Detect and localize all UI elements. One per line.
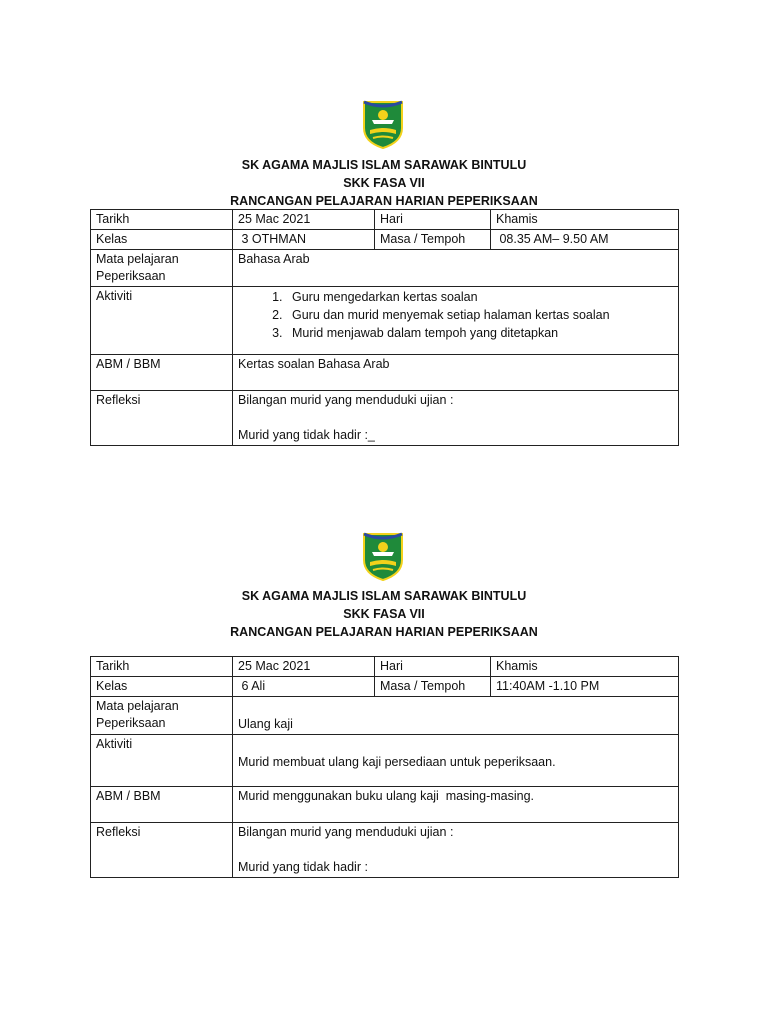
time-value: 11:40AM -1.10 PM — [491, 677, 679, 697]
row-reflection — [91, 823, 679, 878]
subject-label — [91, 250, 233, 287]
date-value: 25 Mac 2021 — [233, 657, 375, 677]
activity-list — [238, 288, 673, 342]
time-label: Masa / Tempoh — [375, 677, 491, 697]
plan-heading — [0, 587, 768, 641]
activity-value — [233, 735, 679, 787]
subject-value-text: Ulang kaji — [238, 717, 293, 731]
date-label: Tarikh — [91, 210, 233, 230]
plan-table — [90, 656, 679, 878]
activity-item: 1. Guru mengedarkan kertas soalan — [286, 288, 673, 306]
subject-label — [91, 697, 233, 735]
row-activity — [91, 735, 679, 787]
activity-item: 2. Guru dan murid menyemak setiap halaman kertas soalan — [286, 306, 673, 324]
subject-label-line1: Mata pelajaran — [96, 699, 179, 713]
plan-table — [90, 209, 679, 446]
class-value: 6 Ali — [233, 677, 375, 697]
plan-heading — [0, 156, 768, 210]
activity-text: Murid membuat ulang kaji persediaan untuk peperiksaan. — [238, 755, 556, 769]
row-reflection — [91, 391, 679, 446]
row-abm — [91, 787, 679, 823]
abm-value: Murid menggunakan buku ulang kaji masing-masing. — [233, 787, 679, 823]
reflection-line1: Bilangan murid yang menduduki ujian : — [238, 825, 454, 839]
class-value: 3 OTHMAN — [233, 230, 375, 250]
reflection-line1: Bilangan murid yang menduduki ujian : — [238, 393, 454, 407]
row-class — [91, 230, 679, 250]
abm-label: ABM / BBM — [91, 787, 233, 823]
day-label: Hari — [375, 210, 491, 230]
row-date — [91, 657, 679, 677]
class-label: Kelas — [91, 677, 233, 697]
school-crest-icon — [358, 530, 408, 582]
activity-label: Aktiviti — [91, 735, 233, 787]
subject-label-line1: Mata pelajaran — [96, 252, 179, 266]
subject-label-line2: Peperiksaan — [96, 716, 166, 730]
subject-value: Bahasa Arab — [233, 250, 679, 287]
plan-title: RANCANGAN PELAJARAN HARIAN PEPERIKSAAN — [230, 194, 538, 208]
subject-label-line2: Peperiksaan — [96, 269, 166, 283]
row-abm — [91, 355, 679, 391]
school-name: SK AGAMA MAJLIS ISLAM SARAWAK BINTULU — [241, 158, 527, 172]
phase-name: SKK FASA VII — [343, 607, 425, 621]
activity-label: Aktiviti — [91, 287, 233, 355]
reflection-value — [233, 823, 679, 878]
row-activity — [91, 287, 679, 355]
time-label: Masa / Tempoh — [375, 230, 491, 250]
reflection-line2: Murid yang tidak hadir : — [238, 860, 368, 874]
time-value: 08.35 AM– 9.50 AM — [491, 230, 679, 250]
subject-value — [233, 697, 679, 735]
row-class — [91, 677, 679, 697]
school-crest-icon — [358, 98, 408, 150]
class-label: Kelas — [91, 230, 233, 250]
row-subject — [91, 697, 679, 735]
activity-item: 3. Murid menjawab dalam tempoh yang ditetapkan — [286, 324, 673, 342]
day-value: Khamis — [491, 210, 679, 230]
day-value: Khamis — [491, 657, 679, 677]
reflection-line2: Murid yang tidak hadir :_ — [238, 428, 375, 442]
day-label: Hari — [375, 657, 491, 677]
abm-label: ABM / BBM — [91, 355, 233, 391]
row-date — [91, 210, 679, 230]
reflection-label: Refleksi — [91, 823, 233, 878]
row-subject — [91, 250, 679, 287]
reflection-value — [233, 391, 679, 446]
abm-value: Kertas soalan Bahasa Arab — [233, 355, 679, 391]
activity-value — [233, 287, 679, 355]
date-label: Tarikh — [91, 657, 233, 677]
reflection-label: Refleksi — [91, 391, 233, 446]
date-value: 25 Mac 2021 — [233, 210, 375, 230]
phase-name: SKK FASA VII — [343, 176, 425, 190]
plan-title: RANCANGAN PELAJARAN HARIAN PEPERIKSAAN — [230, 625, 538, 639]
school-name: SK AGAMA MAJLIS ISLAM SARAWAK BINTULU — [241, 589, 527, 603]
